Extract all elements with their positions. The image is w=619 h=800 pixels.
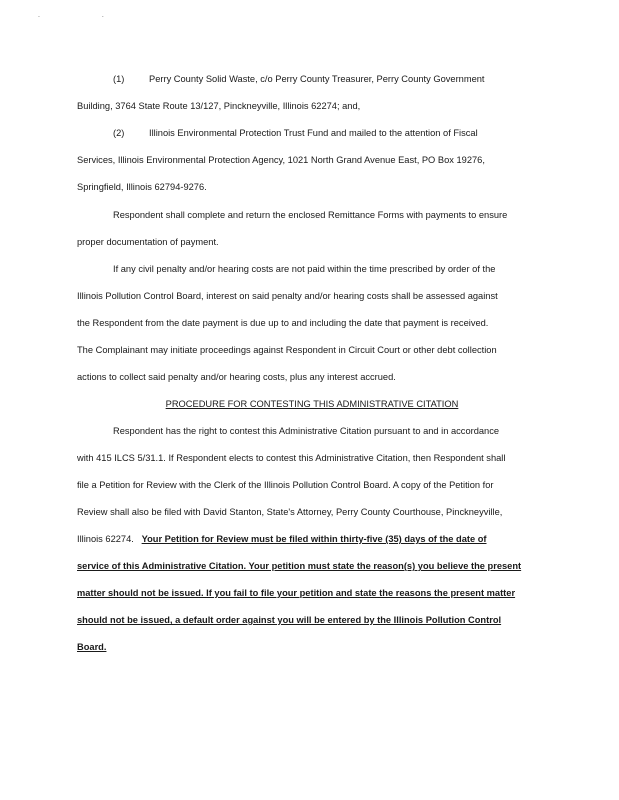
procedure-line-3: file a Petition for Review with the Clerk of the Illinois Pollution Control Board. A copy of the Petition for (77, 480, 494, 490)
item-2-line-1 (77, 128, 547, 139)
procedure-line-5-plain: Illinois 62274. (77, 534, 142, 544)
procedure-line-7: matter should not be issued. If you fail to file your petition and state the reasons the present matter (77, 588, 516, 598)
procedure-line-9: Board. (77, 642, 107, 652)
procedure-line-8: should not be issued, a default order against you will be entered by the Illinois Pollution Control (77, 615, 502, 625)
penalty-line-3: the Respondent from the date payment is due up to and including the date that payment is received. (77, 318, 489, 328)
item-2-number: (2) (113, 128, 125, 138)
section-heading: PROCEDURE FOR CONTESTING THIS ADMINISTRATIVE CITATION (165, 399, 459, 409)
item-2-line-3: Springfield, Illinois 62794-9276. (77, 182, 207, 192)
scan-marks: . . (38, 12, 134, 19)
procedure-line-2: with 415 ILCS 5/31.1. If Respondent elects to contest this Administrative Citation, then Respondent shall (77, 453, 506, 463)
item-1-line-2: Building, 3764 State Route 13/127, Pinckneyville, Illinois 62274; and, (77, 101, 361, 111)
item-2-text: Illinois Environmental Protection Trust Fund and mailed to the attention of Fiscal (149, 128, 478, 138)
penalty-line-2: Illinois Pollution Control Board, interest on said penalty and/or hearing costs shall be assessed against (77, 291, 498, 301)
item-2-line-2: Services, Illinois Environmental Protection Agency, 1021 North Grand Avenue East, PO Box 19276, (77, 155, 485, 165)
penalty-line-5: actions to collect said penalty and/or hearing costs, plus any interest accrued. (77, 372, 396, 382)
item-1-text: Perry County Solid Waste, c/o Perry County Treasurer, Perry County Government (149, 74, 485, 84)
penalty-line-4: The Complainant may initiate proceedings against Respondent in Circuit Court or other debt collection (77, 345, 497, 355)
procedure-line-5 (77, 534, 547, 545)
item-1-line-1 (77, 74, 547, 85)
procedure-line-5-bold: Your Petition for Review must be filed within thirty-five (35) days of the date of (141, 534, 487, 544)
procedure-line-1: Respondent has the right to contest this Administrative Citation pursuant to and in accordance (113, 426, 500, 436)
penalty-line-1: If any civil penalty and/or hearing costs are not paid within the time prescribed by order of the (113, 264, 496, 274)
remittance-line-2: proper documentation of payment. (77, 237, 219, 247)
procedure-line-6: service of this Administrative Citation. Your petition must state the reason(s) you believe the present (77, 561, 522, 571)
item-1-number: (1) (113, 74, 125, 84)
procedure-line-4: Review shall also be filed with David Stanton, State's Attorney, Perry County Courthouse, Pinckneyville, (77, 507, 503, 517)
remittance-line-1: Respondent shall complete and return the enclosed Remittance Forms with payments to ensure (113, 210, 508, 220)
